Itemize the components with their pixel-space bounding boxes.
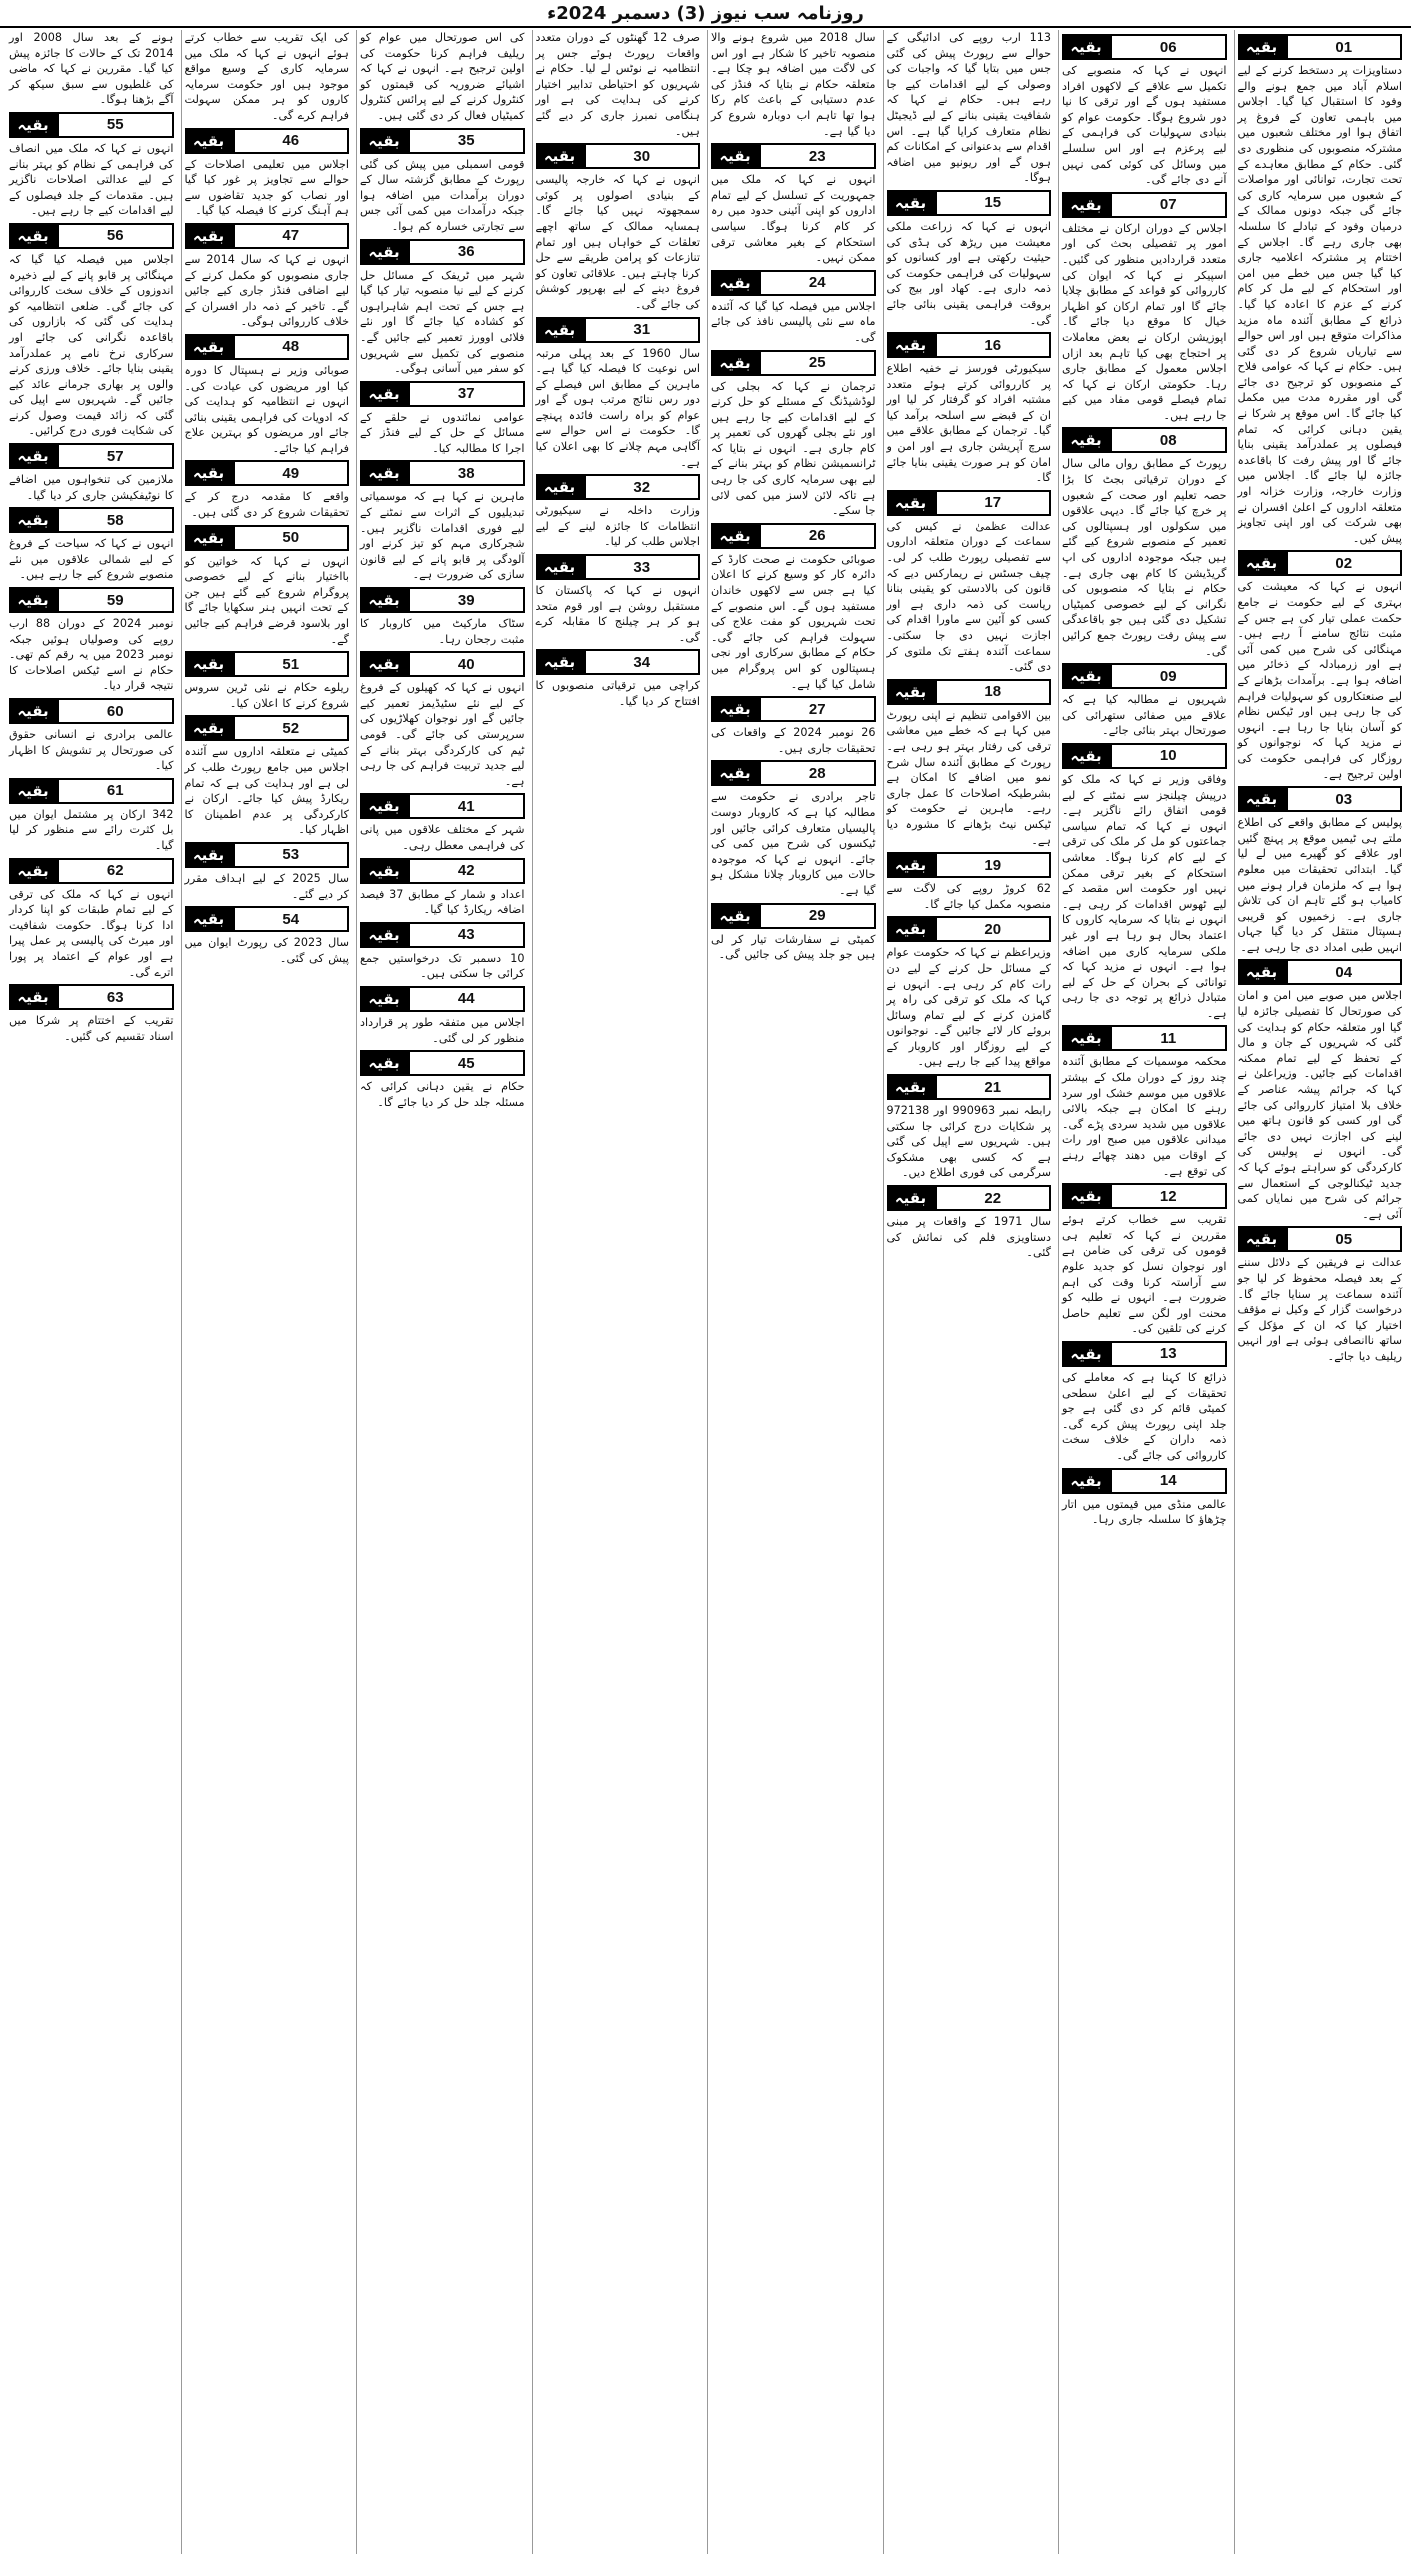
news-column (6, 30, 177, 2554)
continuation-marker (1062, 1025, 1227, 1051)
continuation-marker (360, 922, 525, 948)
continuation-marker (887, 332, 1052, 358)
article-text: سٹاک مارکیٹ میں کاروبار کا مثبت رجحان رہا۔ (360, 617, 525, 646)
continuation-number: 14 (1110, 1468, 1227, 1494)
continuation-marker (1062, 1341, 1227, 1367)
article-text: اجلاس میں متفقہ طور پر قرارداد منظور کر لی گئی۔ (360, 1015, 525, 1045)
article-text: اجلاس میں صوبے میں امن و امان کی صورتحال کا تفصیلی جائزہ لیا گیا اور متعلقہ حکام کو ہدایت کی گئی کہ شہریوں کے جان و مال کے تحفظ کے لیے تمام ممکنہ اقدامات کیے جائیں۔ وزیراعلیٰ نے کہا کہ جرائم پیشہ عناصر کے خلاف بلا امتیاز کارروائی کی جائے گی اور کسی کو قانون ہاتھ میں لینے کی اجازت نہیں دی جائے گی۔ انہوں نے پولیس کی کارکردگی کو سراہتے ہوئے کہا کہ جدید ٹیکنالوجی کے استعمال سے جرائم کی شرح میں نمایاں کمی آئی ہے۔ (1237, 989, 1402, 1221)
continuation-number: 60 (57, 698, 174, 724)
continuation-marker (185, 334, 350, 360)
article-text: عالمی برادری نے انسانی حقوق کی صورتحال پر تشویش کا اظہار کیا۔ (9, 728, 174, 773)
page-title: روزنامہ سب نیوز (3) دسمبر 2024ء (547, 2, 864, 24)
article-text: ذرائع کا کہنا ہے کہ معاملے کی تحقیقات کے لیے اعلیٰ سطحی کمیٹی قائم کر دی گئی ہے جو جلد اپنی رپورٹ پیش کرے گی۔ ذمہ داران کے خلاف سخت کارروائی کی جائے گی۔ (1062, 1370, 1227, 1462)
continuation-marker (360, 1050, 525, 1076)
continuation-number: 30 (584, 143, 701, 169)
continuation-marker (1062, 663, 1227, 689)
article-text: انہوں نے کہا کہ ملک میں انصاف کی فراہمی کے نظام کو بہتر بنانے کے لیے عدالتی اصلاحات ناگزیر ہیں۔ مقدمات کے جلد فیصلوں کے لیے اقدامات کیے جا رہے ہیں۔ (9, 141, 174, 218)
continuation-marker (711, 350, 876, 376)
continuation-number: 31 (584, 317, 701, 343)
article-text: تاجر برادری نے حکومت سے مطالبہ کیا ہے کہ کاروبار دوست پالیسیاں متعارف کرائی جائیں اور ٹیکسوں کی شرح میں کمی کی جائے۔ انہوں نے کہا کہ موجودہ حالات میں کاروبار چلانا مشکل ہو گیا ہے۔ (711, 790, 876, 897)
continuation-marker (536, 474, 701, 500)
continuation-marker (1238, 959, 1403, 985)
continuation-number: 41 (408, 793, 525, 819)
continuation-marker (711, 903, 876, 929)
continuation-number: 09 (1110, 663, 1227, 689)
continuation-number: 08 (1110, 427, 1227, 453)
article-text: 113 ارب روپے کی ادائیگی کے حوالے سے رپورٹ پیش کی گئی جس میں بتایا گیا کہ واجبات کی وصولی کے لیے اقدامات کیے جا رہے ہیں۔ حکام نے کہا کہ شفافیت یقینی بنانے کے لیے ڈیجیٹل نظام متعارف کرایا گیا ہے۔ اس اقدام سے بدعنوانی کے امکانات کم ہوں گے اور ریونیو میں اضافہ ہوگا۔ (886, 31, 1051, 185)
baqia-label: بقیہ (185, 223, 233, 249)
news-column (1058, 30, 1230, 2554)
baqia-label: بقیہ (1062, 1183, 1110, 1209)
continuation-marker (1238, 34, 1403, 60)
newspaper-columns (6, 30, 1405, 2554)
continuation-marker (9, 587, 174, 613)
article-text: قومی اسمبلی میں پیش کی گئی رپورٹ کے مطابق گزشتہ سال کے دوران برآمدات میں اضافہ ہوا جبکہ درآمدات میں کمی آئی جس سے تجارتی خسارہ کم ہوا۔ (360, 157, 525, 233)
continuation-marker (185, 460, 350, 486)
baqia-label: بقیہ (536, 143, 584, 169)
article-text: حکام نے یقین دہانی کرائی کہ مسئلہ جلد حل کر دیا جائے گا۔ (360, 1080, 525, 1109)
continuation-marker (1062, 1183, 1227, 1209)
continuation-number: 59 (57, 587, 174, 613)
baqia-label: بقیہ (536, 649, 584, 675)
article-text: صوبائی وزیر نے ہسپتال کا دورہ کیا اور مریضوں کی عیادت کی۔ انہوں نے انتظامیہ کو ہدایت کی کہ ادویات کی فراہمی یقینی بنائی جائے اور مریضوں کو بہترین علاج فراہم کیا جائے۔ (184, 363, 349, 455)
baqia-label: بقیہ (711, 523, 759, 549)
article-text: عدالت عظمیٰ نے کیس کی سماعت کے دوران متعلقہ اداروں سے تفصیلی رپورٹ طلب کر لی۔ چیف جسٹس نے ریمارکس دیے کہ قانون کی بالادستی کو یقینی بنانا ریاست کی ذمہ داری ہے اور کسی کو آئین سے ماورا اقدام کی اجازت نہیں دی جا سکتی۔ سماعت آئندہ ہفتے تک ملتوی کر دی گئی۔ (886, 519, 1051, 674)
continuation-number: 54 (233, 906, 350, 932)
article-text: صوبائی حکومت نے صحت کارڈ کے دائرہ کار کو وسیع کرنے کا اعلان کیا ہے جس سے لاکھوں خاندان مستفید ہوں گے۔ اس منصوبے کے تحت شہریوں کو مفت علاج کی سہولت فراہم کی جائے گی۔ حکام کے مطابق سرکاری اور نجی ہسپتالوں کو اس پروگرام میں شامل کیا گیا ہے۔ (711, 552, 876, 691)
continuation-marker (887, 190, 1052, 216)
continuation-marker (1062, 427, 1227, 453)
continuation-number: 63 (57, 984, 174, 1010)
continuation-marker (9, 112, 174, 138)
continuation-number: 28 (759, 760, 876, 786)
article-text: رپورٹ کے مطابق رواں مالی سال کے دوران ترقیاتی بجٹ کا بڑا حصہ تعلیم اور صحت کے شعبوں پر خرچ کیا جائے گا۔ دیہی علاقوں میں سکولوں اور ہسپتالوں کی تعمیر کے منصوبے شروع کیے گئے ہیں جبکہ موجودہ اداروں کی اپ گریڈیشن کا کام بھی جاری ہے۔ حکام نے بتایا کہ منصوبوں کی نگرانی کے لیے خصوصی کمیٹیاں تشکیل دی گئی ہیں جو باقاعدگی سے پیش رفت رپورٹ جمع کرائیں گی۔ (1062, 457, 1227, 658)
continuation-number: 39 (408, 587, 525, 613)
continuation-marker (185, 842, 350, 868)
continuation-marker (536, 143, 701, 169)
article-text: کراچی میں ترقیاتی منصوبوں کا افتتاح کر دیا گیا۔ (535, 679, 700, 708)
baqia-label: بقیہ (185, 651, 233, 677)
article-text: شہر میں ٹریفک کے مسائل حل کرنے کے لیے نیا منصوبہ تیار کیا گیا ہے جس کے تحت اہم شاہراہوں کو کشادہ کیا جائے گا اور نئے فلائی اوورز تعمیر کیے جائیں گے۔ منصوبے کی تکمیل سے شہریوں کو سفر میں آسانی ہوگی۔ (360, 268, 525, 376)
article-text: سال 2023 کی رپورٹ ایوان میں پیش کی گئی۔ (184, 936, 349, 965)
article-text: نومبر 2024 کے دوران 88 ارب روپے کی وصولیاں ہوئیں جبکہ نومبر 2023 میں یہ رقم کم تھی۔ حکام نے اسے ٹیکس اصلاحات کا نتیجہ قرار دیا۔ (9, 617, 174, 693)
article-text: انہوں نے کہا کہ سال 2014 سے جاری منصوبوں کو مکمل کرنے کے لیے اضافی فنڈز جاری کیے جائیں گے۔ تاخیر کے ذمہ دار افسران کے خلاف کارروائی ہوگی۔ (184, 252, 349, 329)
article-text: ریلوے حکام نے نئی ٹرین سروس شروع کرنے کا اعلان کیا۔ (184, 681, 349, 710)
article-text: سال 2025 کے لیے اہداف مقرر کر دیے گئے۔ (184, 871, 350, 901)
baqia-label: بقیہ (887, 916, 935, 942)
news-column (181, 30, 353, 2554)
baqia-label: بقیہ (9, 507, 57, 533)
baqia-label: بقیہ (360, 381, 408, 407)
article-text: رابطہ نمبر 990963 اور 972138 پر شکایات درج کرائی جا سکتی ہیں۔ شہریوں سے اپیل کی گئی ہے کہ کسی بھی مشکوک سرگرمی کی فوری اطلاع دیں۔ (886, 1104, 1051, 1180)
baqia-label: بقیہ (360, 986, 408, 1012)
baqia-label: بقیہ (360, 128, 408, 154)
continuation-marker (360, 651, 525, 677)
baqia-label: بقیہ (360, 460, 408, 486)
continuation-number: 47 (233, 223, 350, 249)
continuation-number: 16 (935, 332, 1052, 358)
article-text: ماہرین نے کہا ہے کہ موسمیاتی تبدیلیوں کے اثرات سے نمٹنے کے لیے فوری اقدامات ناگزیر ہیں۔ شجرکاری مہم کو تیز کرنے اور آلودگی پر قابو پانے کے لیے قانون سازی کی ضرورت ہے۔ (360, 490, 525, 582)
article-text: سال 1960 کے بعد پہلی مرتبہ اس نوعیت کا فیصلہ کیا گیا ہے۔ ماہرین کے مطابق اس فیصلے کے دور رس نتائج مرتب ہوں گے اور عوام کو براہ راست فائدہ پہنچے گا۔ حکومت نے اس حوالے سے آگاہی مہم چلانے کا بھی اعلان کیا ہے۔ (535, 346, 701, 469)
article-text: سیکیورٹی فورسز نے خفیہ اطلاع پر کارروائی کرتے ہوئے متعدد مشتبہ افراد کو گرفتار کر لیا اور ان کے قبضے سے اسلحہ برآمد کیا گیا۔ ترجمان کے مطابق علاقے میں سرچ آپریشن جاری ہے اور امن و امان کو ہر صورت یقینی بنایا جائے گا۔ (886, 362, 1051, 485)
continuation-number: 20 (935, 916, 1052, 942)
continuation-number: 52 (233, 715, 350, 741)
article-text: شہریوں نے مطالبہ کیا ہے کہ علاقے میں صفائی ستھرائی کی صورتحال بہتر بنائی جائے۔ (1062, 693, 1227, 738)
article-text: انہوں نے کہا کہ ملک میں جمہوریت کے تسلسل کے لیے تمام اداروں کو اپنی آئینی حدود میں رہ کر کام کرنا ہوگا۔ سیاسی استحکام کے بغیر معاشی ترقی ممکن نہیں۔ (711, 173, 876, 265)
continuation-marker (536, 649, 701, 675)
continuation-number: 44 (408, 986, 525, 1012)
continuation-number: 49 (233, 460, 350, 486)
baqia-label: بقیہ (9, 443, 57, 469)
baqia-label: بقیہ (1238, 1226, 1286, 1252)
baqia-label: بقیہ (1062, 34, 1110, 60)
article-text: 342 ارکان پر مشتمل ایوان میں بل کثرت رائے سے منظور کر لیا گیا۔ (9, 807, 174, 852)
baqia-label: بقیہ (9, 112, 57, 138)
baqia-label: بقیہ (887, 852, 935, 878)
article-text: 26 نومبر 2024 کے واقعات کی تحقیقات جاری ہیں۔ (711, 726, 876, 755)
article-text: عالمی منڈی میں قیمتوں میں اتار چڑھاؤ کا سلسلہ جاری رہا۔ (1062, 1497, 1227, 1527)
baqia-label: بقیہ (1238, 959, 1286, 985)
article-text: ترجمان نے کہا کہ بجلی کی لوڈشیڈنگ کے مسئلے کو حل کرنے کے لیے اقدامات کیے جا رہے ہیں اور نئے بجلی گھروں کی تعمیر پر کام جاری ہے۔ انہوں نے بتایا کہ ٹرانسمیشن نظام کو بہتر بنانے کے لیے بھی سرمایہ کاری کی جا رہی ہے تاکہ لائن لاسز میں کمی لائی جا سکے۔ (711, 379, 876, 518)
baqia-label: بقیہ (536, 317, 584, 343)
continuation-marker (1238, 786, 1403, 812)
continuation-number: 34 (584, 649, 701, 675)
continuation-number: 48 (233, 334, 350, 360)
article-text: بین الاقوامی تنظیم نے اپنی رپورٹ میں کہا ہے کہ خطے میں معاشی ترقی کی رفتار بہتر ہو رہی ہے۔ رپورٹ کے مطابق آئندہ سال شرح نمو میں اضافے کا امکان ہے بشرطیکہ اصلاحات کا عمل جاری رہے۔ ماہرین نے حکومت کو ٹیکس نیٹ بڑھانے کا مشورہ دیا ہے۔ (886, 708, 1051, 847)
article-text: ملازمین کی تنخواہوں میں اضافے کا نوٹیفکیشن جاری کر دیا گیا۔ (9, 473, 174, 502)
continuation-marker (1062, 192, 1227, 218)
continuation-number: 53 (233, 842, 350, 868)
article-text: انہوں نے کہا کہ زراعت ملکی معیشت میں ریڑھ کی ہڈی کی حیثیت رکھتی ہے اور کسانوں کو سہولیات کی فراہمی حکومت کی ذمہ داری ہے۔ کھاد اور بیج کی بروقت فراہمی یقینی بنائی جائے گی۔ (886, 219, 1051, 327)
continuation-number: 19 (935, 852, 1052, 878)
continuation-number: 12 (1110, 1183, 1227, 1209)
continuation-number: 18 (935, 679, 1052, 705)
baqia-label: بقیہ (360, 587, 408, 613)
baqia-label: بقیہ (536, 554, 584, 580)
baqia-label: بقیہ (1062, 427, 1110, 453)
baqia-label: بقیہ (9, 698, 57, 724)
continuation-marker (9, 984, 174, 1010)
continuation-number: 58 (57, 507, 174, 533)
continuation-marker (185, 223, 350, 249)
baqia-label: بقیہ (1238, 34, 1286, 60)
page-header (0, 0, 1411, 28)
article-text: عدالت نے فریقین کے دلائل سننے کے بعد فیصلہ محفوظ کر لیا جو آئندہ سماعت پر سنایا جائے گا۔ درخواست گزار کے وکیل نے مؤقف اختیار کیا کہ ان کے مؤکل کے ساتھ ناانصافی ہوئی ہے اور انہیں ریلیف دیا جائے۔ (1237, 1256, 1402, 1363)
baqia-label: بقیہ (711, 760, 759, 786)
article-text: 10 دسمبر تک درخواستیں جمع کرائی جا سکتی ہیں۔ (360, 951, 525, 981)
baqia-label: بقیہ (1238, 786, 1286, 812)
continuation-marker (360, 793, 525, 819)
continuation-marker (185, 525, 350, 551)
continuation-number: 06 (1110, 34, 1227, 60)
continuation-number: 02 (1286, 550, 1403, 576)
news-column (883, 30, 1055, 2554)
continuation-number: 05 (1286, 1226, 1403, 1252)
article-text: ہونے کے بعد سال 2008 اور 2014 تک کے حالات کا جائزہ پیش کیا گیا۔ مقررین نے کہا کہ ماضی کی غلطیوں سے سبق سیکھ کر آگے بڑھنا ہوگا۔ (9, 31, 174, 107)
article-text: کمیٹی نے متعلقہ اداروں سے آئندہ اجلاس میں جامع رپورٹ طلب کر لی ہے اور ہدایت کی ہے کہ تمام ریکارڈ پیش کیا جائے۔ ارکان نے کارکردگی پر عدم اطمینان کا اظہار کیا۔ (184, 745, 349, 837)
baqia-label: بقیہ (185, 906, 233, 932)
article-text: اجلاس میں تعلیمی اصلاحات کے حوالے سے تجاویز پر غور کیا گیا اور نصاب کو جدید تقاضوں سے ہم آہنگ کرنے کا فیصلہ کیا گیا۔ (184, 157, 349, 218)
article-text: کی ایک تقریب سے خطاب کرتے ہوئے انہوں نے کہا کہ ملک میں سرمایہ کاری کے وسیع مواقع موجود ہیں اور حکومت سرمایہ کاروں کو ہر ممکن سہولت فراہم کرے گی۔ (184, 31, 349, 122)
baqia-label: بقیہ (185, 460, 233, 486)
article-text: وزارت داخلہ نے سیکیورٹی انتظامات کا جائزہ لینے کے لیے اجلاس طلب کر لیا۔ (535, 504, 700, 549)
article-text: انہوں نے کہا کہ خارجہ پالیسی کے بنیادی اصولوں پر کوئی سمجھوتہ نہیں کیا جائے گا۔ ہمسایہ ممالک کے ساتھ اچھے تعلقات کے خواہاں ہیں اور تمام تنازعات کو پرامن طریقے سے حل کرنا چاہتے ہیں۔ علاقائی تعاون کو فروغ دینے کے لیے بھرپور کوشش کی جائے گی۔ (535, 173, 700, 311)
continuation-marker (1238, 1226, 1403, 1252)
baqia-label: بقیہ (887, 1185, 935, 1211)
article-text: اجلاس کے دوران ارکان نے مختلف امور پر تفصیلی بحث کی اور متعدد قراردادیں منظور کی گئیں۔ اسپیکر نے کہا کہ ایوان کی کارروائی کو قواعد کے مطابق چلایا جائے گا اور تمام ارکان کو اظہار خیال کا موقع دیا جائے گا۔ اپوزیشن ارکان نے بعض معاملات پر احتجاج بھی کیا تاہم بعد ازاں اجلاس معمول کے مطابق جاری رہا۔ حکومتی ارکان نے کہا کہ تمام فیصلے قومی مفاد میں کیے جا رہے ہیں۔ (1062, 221, 1227, 422)
continuation-marker (9, 507, 174, 533)
continuation-marker (9, 858, 174, 884)
continuation-number: 62 (57, 858, 174, 884)
continuation-number: 40 (408, 651, 525, 677)
continuation-number: 55 (57, 112, 174, 138)
news-column (532, 30, 704, 2554)
article-text: عوامی نمائندوں نے حلقے کے مسائل کے حل کے لیے فنڈز کے اجرا کا مطالبہ کیا۔ (360, 410, 525, 455)
baqia-label: بقیہ (711, 696, 759, 722)
continuation-number: 50 (233, 525, 350, 551)
article-text: انہوں نے کہا کہ خواتین کو بااختیار بنانے کے لیے خصوصی پروگرام شروع کیے گئے ہیں جن کے تحت انہیں ہنر سکھایا جائے گا اور بلاسود قرضے فراہم کیے جائیں گے۔ (184, 554, 349, 646)
article-text: سال 2018 میں شروع ہونے والا منصوبہ تاخیر کا شکار ہے اور اس کی لاگت میں اضافہ ہو چکا ہے۔ متعلقہ حکام نے بتایا کہ فنڈز کی عدم دستیابی کے باعث کام رکا ہوا تھا تاہم اب دوبارہ شروع کر دیا گیا ہے۔ (711, 31, 876, 138)
article-text: اجلاس میں فیصلہ کیا گیا کہ مہنگائی پر قابو پانے کے لیے ذخیرہ اندوزوں کے خلاف سخت کارروائی کی جائے گی۔ ضلعی انتظامیہ کو ہدایت کی گئی کہ بازاروں کی باقاعدہ نگرانی کی جائے اور سرکاری نرخ نامے پر عملدرآمد یقینی بنایا جائے۔ خلاف ورزی کرنے والوں پر بھاری جرمانے عائد کیے جائیں گے۔ شہریوں سے اپیل کی گئی کہ زائد قیمت وصول کرنے کی شکایت فوری درج کرائیں۔ (9, 252, 174, 438)
continuation-number: 04 (1286, 959, 1403, 985)
article-text: انہوں نے کہا کہ سیاحت کے فروغ کے لیے شمالی علاقوں میں نئے منصوبے شروع کیے جا رہے ہیں۔ (9, 537, 174, 582)
baqia-label: بقیہ (360, 651, 408, 677)
continuation-marker (185, 128, 350, 154)
continuation-number: 32 (584, 474, 701, 500)
baqia-label: بقیہ (360, 858, 408, 884)
continuation-number: 25 (759, 350, 876, 376)
baqia-label: بقیہ (360, 922, 408, 948)
continuation-number: 33 (584, 554, 701, 580)
article-text: شہر کے مختلف علاقوں میں پانی کی فراہمی معطل رہی۔ (360, 823, 525, 852)
continuation-number: 13 (1110, 1341, 1227, 1367)
continuation-marker (887, 679, 1052, 705)
continuation-number: 38 (408, 460, 525, 486)
continuation-marker (1062, 1468, 1227, 1494)
news-column (356, 30, 528, 2554)
article-text: تقریب کے اختتام پر شرکا میں اسناد تقسیم کی گئیں۔ (9, 1014, 174, 1043)
baqia-label: بقیہ (887, 490, 935, 516)
baqia-label: بقیہ (1062, 1025, 1110, 1051)
article-text: دستاویزات پر دستخط کرنے کے لیے اسلام آباد میں جمع ہونے والے وفود کا استقبال کیا گیا۔ اجلاس میں باہمی تعاون کے فروغ پر اتفاق ہوا اور مختلف شعبوں میں مشترکہ منصوبوں کی منظوری دی گئی۔ حکام کے مطابق معاہدے کے تحت تجارت، توانائی اور مواصلات کے شعبوں میں سرمایہ کاری کی جائے گی جبکہ دونوں ممالک کے درمیان وفود کے تبادلے کا سلسلہ بھی جاری رہے گا۔ اجلاس کے اختتام پر مشترکہ اعلامیہ جاری کیا گیا جس میں خطے میں امن اور استحکام کے لیے مل کر کام کرنے کے عزم کا اعادہ کیا گیا۔ ذرائع کے مطابق آئندہ ماہ مزید مذاکرات متوقع ہیں اور اس حوالے سے تیاریاں شروع کر دی گئی ہیں۔ حکام نے کہا کہ عوامی فلاح کے منصوبوں کو ترجیح دی جائے گی اور مقررہ مدت میں مکمل کیا جائے گا۔ اس موقع پر شرکا نے یقین دہانی کرائی کہ تمام فیصلوں پر عملدرآمد یقینی بنایا جائے گا اور پیش رفت کا باقاعدہ جائزہ لیا جائے گا۔ اجلاس میں وزارت خارجہ، وزارت خزانہ اور متعلقہ اداروں کے اعلیٰ افسران نے بھی شرکت کی اور اپنی تجاویز پیش کیں۔ (1237, 64, 1402, 545)
article-text: انہوں نے کہا کہ پاکستان کا مستقبل روشن ہے اور قوم متحد ہو کر ہر چیلنج کا مقابلہ کرے گی۔ (535, 584, 700, 644)
continuation-number: 11 (1110, 1025, 1227, 1051)
continuation-number: 27 (759, 696, 876, 722)
continuation-marker (360, 239, 525, 265)
baqia-label: بقیہ (711, 143, 759, 169)
baqia-label: بقیہ (1238, 550, 1286, 576)
continuation-marker (887, 916, 1052, 942)
continuation-number: 03 (1286, 786, 1403, 812)
article-text: سال 1971 کے واقعات پر مبنی دستاویزی فلم کی نمائش کی گئی۔ (886, 1215, 1051, 1260)
continuation-number: 57 (57, 443, 174, 469)
baqia-label: بقیہ (887, 190, 935, 216)
continuation-number: 22 (935, 1185, 1052, 1211)
continuation-number: 21 (935, 1074, 1052, 1100)
baqia-label: بقیہ (185, 128, 233, 154)
baqia-label: بقیہ (887, 1074, 935, 1100)
baqia-label: بقیہ (185, 525, 233, 551)
baqia-label: بقیہ (1062, 1468, 1110, 1494)
continuation-marker (711, 270, 876, 296)
baqia-label: بقیہ (360, 239, 408, 265)
baqia-label: بقیہ (1062, 743, 1110, 769)
continuation-number: 42 (408, 858, 525, 884)
continuation-number: 10 (1110, 743, 1227, 769)
article-text: واقعے کا مقدمہ درج کر کے تحقیقات شروع کر دی گئی ہیں۔ (184, 490, 349, 520)
continuation-number: 43 (408, 922, 525, 948)
article-text: وفاقی وزیر نے کہا کہ ملک کو درپیش چیلنجز سے نمٹنے کے لیے قومی اتفاق رائے ناگزیر ہے۔ انہوں نے کہا کہ تمام سیاسی جماعتوں کو مل کر ملک کی ترقی کے لیے کام کرنا ہوگا۔ معاشی استحکام کے بغیر ترقی ممکن نہیں اور حکومت اس مقصد کے لیے ٹھوس اقدامات کر رہی ہے۔ انہوں نے بتایا کہ سرمایہ کاروں کا اعتماد بحال ہو رہا ہے اور غیر ملکی سرمایہ کاری میں اضافہ ہوا ہے۔ انہوں نے مزید کہا کہ توانائی کے بحران کے حل کے لیے متبادل ذرائع پر توجہ دی جا رہی ہے۔ (1062, 772, 1227, 1020)
baqia-label: بقیہ (9, 223, 57, 249)
article-text: اجلاس میں فیصلہ کیا گیا کہ آئندہ ماہ سے نئی پالیسی نافذ کی جائے گی۔ (711, 299, 876, 344)
continuation-marker (711, 143, 876, 169)
article-text: پولیس کے مطابق واقعے کی اطلاع ملتے ہی ٹیمیں موقع پر پہنچ گئیں اور علاقے کو گھیرے میں لے لیا گیا۔ ابتدائی تحقیقات میں معلوم ہوا ہے کہ ملزمان فرار ہونے میں کامیاب ہو گئے تاہم ان کی تلاش جاری ہے۔ زخمیوں کو قریبی ہسپتال منتقل کر دیا گیا جہاں انہیں طبی امداد دی جا رہی ہے۔ (1237, 816, 1402, 954)
continuation-number: 17 (935, 490, 1052, 516)
continuation-number: 29 (759, 903, 876, 929)
continuation-number: 56 (57, 223, 174, 249)
article-text: انہوں نے کہا کہ معیشت کی بہتری کے لیے حکومت نے جامع حکمت عملی تیار کی ہے جس کے مثبت نتائج سامنے آ رہے ہیں۔ مہنگائی کی شرح میں کمی آئی ہے اور زرمبادلہ کے ذخائر میں اضافہ ہوا ہے۔ برآمدات بڑھانے کے لیے صنعتکاروں کو سہولیات فراہم کی جا رہی ہیں اور ٹیکس نظام کو آسان بنایا جا رہا ہے۔ انہوں نے مزید کہا کہ نوجوانوں کو روزگار کی فراہمی حکومت کی اولین ترجیح ہے۔ (1237, 580, 1402, 781)
baqia-label: بقیہ (1062, 663, 1110, 689)
continuation-marker (185, 651, 350, 677)
continuation-marker (536, 554, 701, 580)
article-text: کمیٹی نے سفارشات تیار کر لی ہیں جو جلد پیش کی جائیں گی۔ (711, 932, 876, 962)
baqia-label: بقیہ (711, 350, 759, 376)
baqia-label: بقیہ (711, 270, 759, 296)
continuation-number: 36 (408, 239, 525, 265)
article-text: صرف 12 گھنٹوں کے دوران متعدد واقعات رپورٹ ہوئے جس پر انتظامیہ نے نوٹس لے لیا۔ حکام نے شہریوں کو احتیاطی تدابیر اختیار کرنے کی ہدایت کی ہے اور ہنگامی نمبرز جاری کر دیے گئے ہیں۔ (535, 31, 700, 138)
continuation-number: 46 (233, 128, 350, 154)
baqia-label: بقیہ (185, 715, 233, 741)
continuation-number: 24 (759, 270, 876, 296)
continuation-marker (887, 1074, 1052, 1100)
continuation-marker (1062, 34, 1227, 60)
continuation-marker (360, 986, 525, 1012)
continuation-marker (360, 858, 525, 884)
article-text: اعداد و شمار کے مطابق 37 فیصد اضافہ ریکارڈ کیا گیا۔ (360, 887, 525, 917)
continuation-number: 37 (408, 381, 525, 407)
article-text: انہوں نے کہا کہ ملک کی ترقی کے لیے تمام طبقات کو اپنا کردار ادا کرنا ہوگا۔ حکومت شفافیت اور میرٹ کی پالیسی پر عمل پیرا ہے اور عوام کے اعتماد پر پورا اترے گی۔ (9, 887, 174, 979)
baqia-label: بقیہ (536, 474, 584, 500)
continuation-marker (1062, 743, 1227, 769)
continuation-marker (185, 715, 350, 741)
news-column (707, 30, 879, 2554)
continuation-marker (887, 852, 1052, 878)
continuation-number: 61 (57, 778, 174, 804)
continuation-marker (360, 381, 525, 407)
baqia-label: بقیہ (887, 332, 935, 358)
continuation-marker (9, 443, 174, 469)
continuation-marker (360, 460, 525, 486)
continuation-marker (711, 760, 876, 786)
article-text: محکمہ موسمیات کے مطابق آئندہ چند روز کے دوران ملک کے بیشتر علاقوں میں موسم خشک اور سرد رہنے کا امکان ہے جبکہ بالائی علاقوں میں شدید سردی پڑے گی۔ میدانی علاقوں میں صبح اور رات کے اوقات میں دھند چھائے رہنے کی توقع ہے۔ (1062, 1055, 1227, 1178)
baqia-label: بقیہ (185, 842, 233, 868)
continuation-marker (887, 1185, 1052, 1211)
article-text: انہوں نے کہا کہ منصوبے کی تکمیل سے علاقے کے لاکھوں افراد مستفید ہوں گے اور ترقی کا نیا دور شروع ہوگا۔ حکومت عوام کو بنیادی سہولیات کی فراہمی کے لیے پرعزم ہے اور اس سلسلے میں وسائل کی کوئی کمی نہیں آنے دی جائے گی۔ (1062, 64, 1227, 187)
continuation-marker (711, 523, 876, 549)
continuation-marker (711, 696, 876, 722)
baqia-label: بقیہ (1062, 192, 1110, 218)
baqia-label: بقیہ (9, 778, 57, 804)
continuation-marker (9, 223, 174, 249)
continuation-number: 01 (1286, 34, 1403, 60)
continuation-number: 35 (408, 128, 525, 154)
continuation-number: 45 (408, 1050, 525, 1076)
article-text: تقریب سے خطاب کرتے ہوئے مقررین نے کہا کہ تعلیم ہی قوموں کی ترقی کی ضامن ہے اور نوجوان نسل کو جدید علوم سے آراستہ کرنا وقت کی اہم ضرورت ہے۔ انہوں نے طلبہ کو محنت اور لگن سے تعلیم حاصل کرنے کی تلقین کی۔ (1062, 1213, 1227, 1336)
article-text: 62 کروڑ روپے کی لاگت سے منصوبہ مکمل کیا جائے گا۔ (886, 882, 1051, 911)
continuation-marker (1238, 550, 1403, 576)
article-text: کی اس صورتحال میں عوام کو ریلیف فراہم کرنا حکومت کی اولین ترجیح ہے۔ انہوں نے کہا کہ اشیائے ضروریہ کی قیمتوں کو کنٹرول کرنے کے لیے پرائس کنٹرول کمیٹیاں فعال کر دی گئی ہیں۔ (360, 31, 525, 122)
continuation-marker (9, 778, 174, 804)
article-text: وزیراعظم نے کہا کہ حکومت عوام کے مسائل حل کرنے کے لیے دن رات کام کر رہی ہے۔ انہوں نے کہا کہ ملک کو ترقی کی راہ پر گامزن کرنے کے لیے تمام وسائل بروئے کار لائے جائیں گے۔ نوجوانوں کے لیے روزگار اور کاروبار کے مواقع پیدا کیے جا رہے ہیں۔ (886, 946, 1051, 1069)
baqia-label: بقیہ (360, 1050, 408, 1076)
continuation-number: 23 (759, 143, 876, 169)
continuation-marker (360, 587, 525, 613)
continuation-marker (887, 490, 1052, 516)
continuation-number: 26 (759, 523, 876, 549)
continuation-number: 07 (1110, 192, 1227, 218)
continuation-number: 51 (233, 651, 350, 677)
continuation-marker (360, 128, 525, 154)
continuation-number: 15 (935, 190, 1052, 216)
baqia-label: بقیہ (9, 587, 57, 613)
baqia-label: بقیہ (9, 984, 57, 1010)
baqia-label: بقیہ (1062, 1341, 1110, 1367)
article-text: انہوں نے کہا کہ کھیلوں کے فروغ کے لیے نئے سٹیڈیمز تعمیر کیے جائیں گے اور نوجوان کھلاڑیوں کی سرپرستی کی جائے گی۔ قومی ٹیم کی کارکردگی بہتر بنانے کے لیے جدید تربیت فراہم کی جا رہی ہے۔ (360, 681, 525, 788)
baqia-label: بقیہ (711, 903, 759, 929)
baqia-label: بقیہ (360, 793, 408, 819)
continuation-marker (185, 906, 350, 932)
baqia-label: بقیہ (887, 679, 935, 705)
baqia-label: بقیہ (185, 334, 233, 360)
continuation-marker (9, 698, 174, 724)
continuation-marker (536, 317, 701, 343)
news-column (1234, 30, 1406, 2554)
baqia-label: بقیہ (9, 858, 57, 884)
